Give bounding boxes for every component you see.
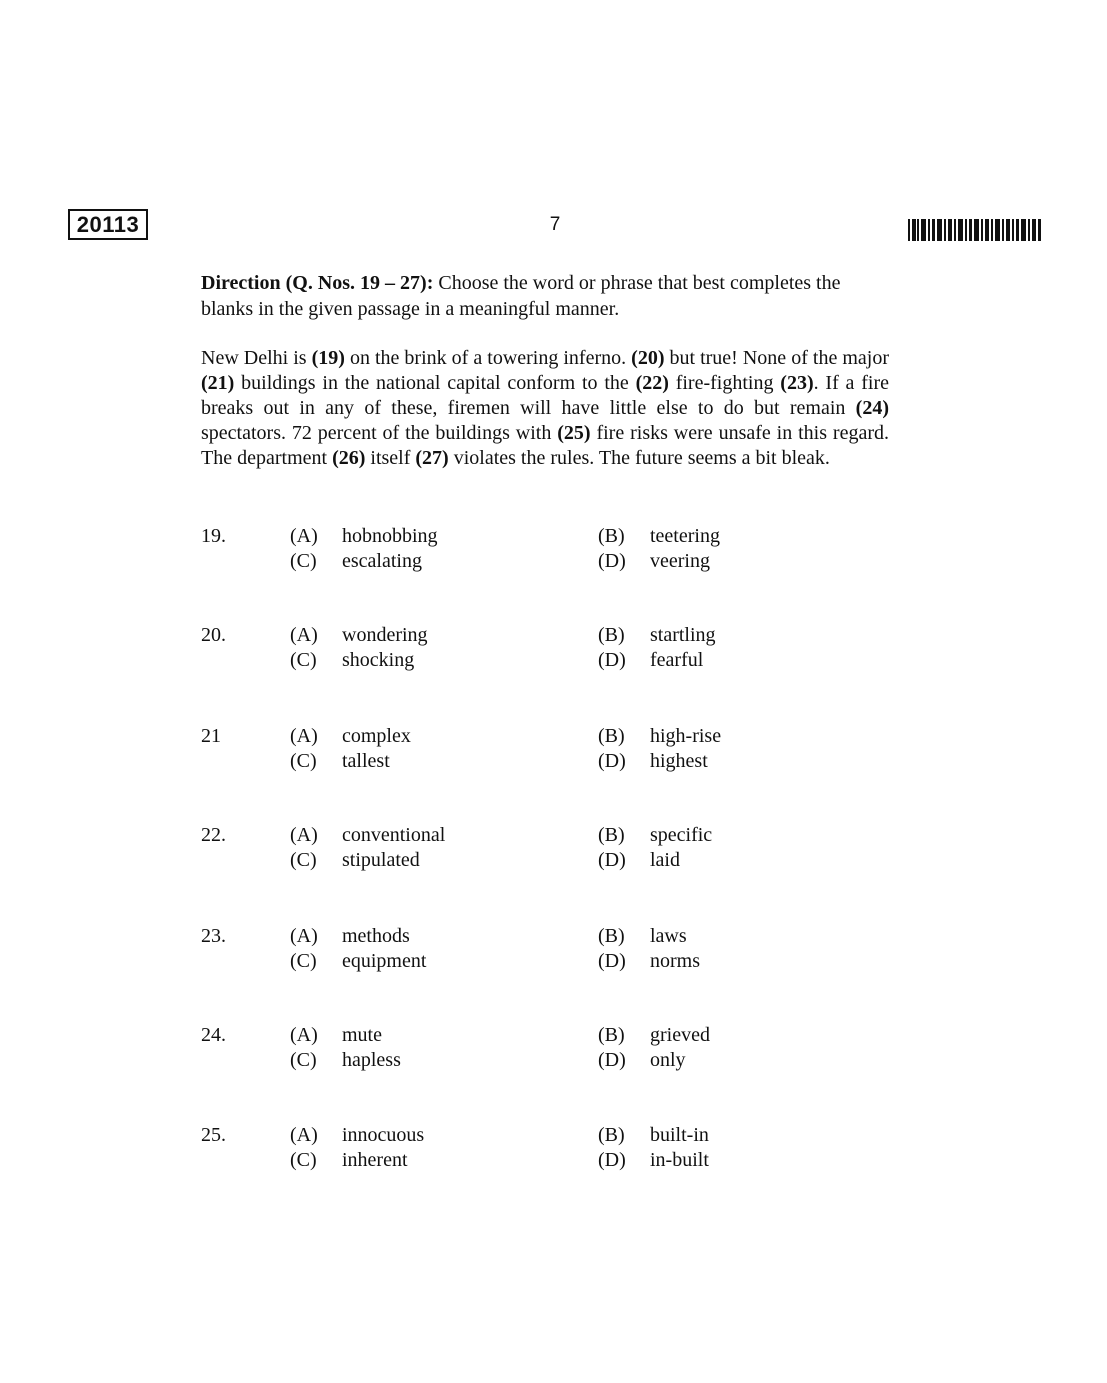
question-19: [201, 524, 821, 584]
option-a: innocuous: [342, 1124, 425, 1146]
blank-24: (24): [855, 397, 889, 419]
option-a: mute: [342, 1024, 382, 1046]
question-24: [201, 1023, 821, 1083]
option-label-d: (D): [598, 649, 626, 671]
option-b: teetering: [650, 525, 720, 547]
option-b: grieved: [650, 1024, 710, 1046]
option-d: laid: [650, 849, 680, 871]
option-label-b: (B): [598, 824, 625, 846]
blank-21: (21): [201, 372, 235, 394]
option-label-c: (C): [290, 1049, 317, 1071]
option-label-d: (D): [598, 550, 626, 572]
option-a: methods: [342, 925, 410, 947]
option-d: in-built: [650, 1149, 709, 1171]
option-d: veering: [650, 550, 710, 572]
option-a: wondering: [342, 624, 428, 646]
option-label-c: (C): [290, 950, 317, 972]
question-number: 25.: [201, 1124, 226, 1146]
blank-19: (19): [311, 347, 345, 369]
option-label-c: (C): [290, 550, 317, 572]
barcode-icon: [908, 219, 1041, 241]
option-label-a: (A): [290, 1024, 318, 1046]
option-b: startling: [650, 624, 716, 646]
option-a: complex: [342, 725, 411, 747]
option-label-d: (D): [598, 1149, 626, 1171]
paper-code: 20113: [68, 209, 148, 240]
passage-text: New Delhi is (19) on the brink of a towering inferno. (20) but true! None of the major (21) buildings in the national capital conform to the (22) fire-fighting (23). If a fire breaks out in any of these, firemen will have little else to do but remain (24) spectators. 72 percent of the buildings with (25) fire risks were unsafe in this regard. The department (26) itself (27) violates the rules. The future seems a bit bleak.: [201, 347, 890, 469]
option-label-c: (C): [290, 849, 317, 871]
option-label-b: (B): [598, 525, 625, 547]
option-c: hapless: [342, 1049, 401, 1071]
blank-26: (26): [332, 447, 366, 469]
option-b: built-in: [650, 1124, 709, 1146]
option-label-c: (C): [290, 1149, 317, 1171]
direction-instruction: [201, 270, 891, 322]
option-b: laws: [650, 925, 687, 947]
option-label-b: (B): [598, 925, 625, 947]
direction-lead: Direction (Q. Nos. 19 – 27):: [201, 272, 434, 294]
option-d: highest: [650, 750, 708, 772]
option-label-b: (B): [598, 1124, 625, 1146]
option-label-c: (C): [290, 750, 317, 772]
option-label-a: (A): [290, 624, 318, 646]
option-c: inherent: [342, 1149, 408, 1171]
question-number: 23.: [201, 925, 226, 947]
question-25: [201, 1123, 821, 1183]
question-22: [201, 823, 821, 883]
option-b: specific: [650, 824, 713, 846]
option-label-d: (D): [598, 950, 626, 972]
question-number: 21: [201, 725, 221, 747]
option-label-d: (D): [598, 849, 626, 871]
direction-text: Choose the word or phrase that best completes the blanks in the given passage in a meaningful manner.: [201, 272, 841, 320]
option-label-d: (D): [598, 750, 626, 772]
option-label-d: (D): [598, 1049, 626, 1071]
option-label-a: (A): [290, 725, 318, 747]
option-c: stipulated: [342, 849, 420, 871]
option-d: only: [650, 1049, 686, 1071]
blank-22: (22): [635, 372, 669, 394]
option-c: escalating: [342, 550, 422, 572]
question-number: 22.: [201, 824, 226, 846]
question-number: 24.: [201, 1024, 226, 1046]
option-d: fearful: [650, 649, 704, 671]
option-a: hobnobbing: [342, 525, 438, 547]
question-number: 19.: [201, 525, 226, 547]
blank-23: (23): [780, 372, 814, 394]
blank-25: (25): [557, 422, 591, 444]
option-a: conventional: [342, 824, 446, 846]
option-label-b: (B): [598, 624, 625, 646]
option-c: shocking: [342, 649, 415, 671]
option-d: norms: [650, 950, 700, 972]
question-number: 20.: [201, 624, 226, 646]
option-label-a: (A): [290, 824, 318, 846]
option-label-c: (C): [290, 649, 317, 671]
option-label-a: (A): [290, 925, 318, 947]
option-c: tallest: [342, 750, 390, 772]
question-21: [201, 724, 821, 784]
option-c: equipment: [342, 950, 427, 972]
question-20: [201, 623, 821, 683]
question-23: [201, 924, 821, 984]
blank-27: (27): [415, 447, 449, 469]
page-number: 7: [549, 214, 561, 235]
option-label-b: (B): [598, 725, 625, 747]
blank-20: (20): [631, 347, 665, 369]
option-label-b: (B): [598, 1024, 625, 1046]
option-b: high-rise: [650, 725, 722, 747]
option-label-a: (A): [290, 525, 318, 547]
option-label-a: (A): [290, 1124, 318, 1146]
